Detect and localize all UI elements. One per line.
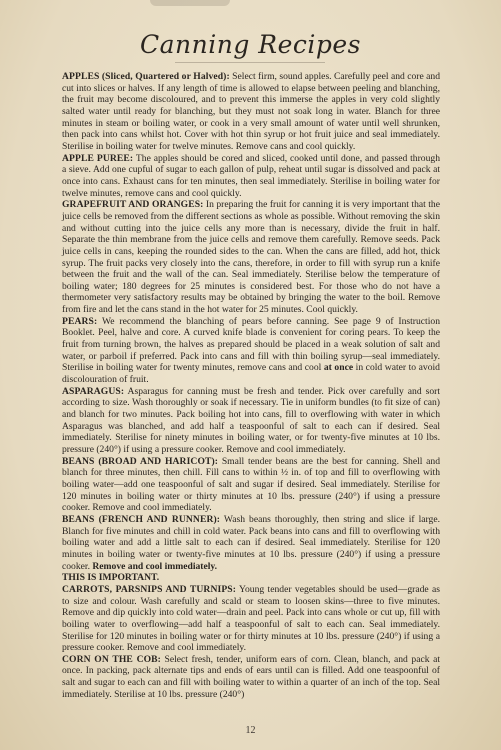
recipe-emphasis: Remove and cool immediately. <box>92 560 218 572</box>
recipe-apples <box>62 71 440 153</box>
recipe-beans-broad-haricot <box>62 456 440 514</box>
recipe-heading: CARROTS, PARSNIPS AND TURNIPS: <box>62 583 237 595</box>
recipe-text: In preparing the fruit for canning it is very important that the juice cells be removed from the different sections as whole as possible. Without removing the skin and without cutting into the juice cells any more than is necessary, divide the fruit in half. Separate the thin membrane from the juice cells and remove them carefully. Remove seeds. Pack juice cells in cans, keeping the rounded sides to the can. When the cans are filled, add hot, thick syrup. The fruit packs very closely into the cans, therefore, in order to fill with syrup run a knife between the fruit and the wall of the can. Seal immediately. Sterilise below the temperature of boiling water; 180 degrees for 25 minutes is considered best. For those who do not have a thermometer very satisfactory results may be obtained by bringing the water to the boil. Remove from fire and let the cans stand in the hot water for 25 minutes. Cool quickly. <box>62 199 440 316</box>
recipe-asparagus <box>62 386 440 456</box>
recipe-text: Select fresh, tender, uniform ears of corn. Clean, blanch, and pack at once. In packing, pack alternate tips and ends of ears until can is filled. Add one teaspoonful of salt and sugar to each can and fill with boiling water to within a quarter of an inch of the top. Seal immediately. Sterilise at 10 lbs. pressure (240°) <box>62 653 440 700</box>
recipe-heading: GRAPEFRUIT AND ORANGES: <box>62 199 204 211</box>
recipe-pears <box>62 316 440 386</box>
recipe-heading: PEARS: <box>62 315 98 327</box>
page-title: Canning Recipes <box>139 30 362 59</box>
recipe-grapefruit-oranges <box>62 199 440 316</box>
recipe-text: Young tender vegetables should be used—grade as to size and colour. Wash carefully and scald or steam to loosen skins—three to five minutes. Remove and dip quickly into cold water—drain and peel. Pack into cans whole or cut up, fill with boiling water to overflowing—add half a teaspoonful of salt to each can. Seal immediately. Sterilise for 120 minutes in boiling water or for thirty minutes at 10 lbs. pressure (240°) if using a pressure cooker. Remove and cool immediately. <box>62 583 440 654</box>
recipe-text: The apples should be cored and sliced, cooked until done, and passed through a sieve. Add one cupful of sugar to each gallon of pulp, reheat until sugar is dissolved and pack at once into cans. Exhaust cans for ten minutes, then seal immediately. Sterilise in boiling water for twelve minutes, remove cans and cool quickly. <box>62 152 440 199</box>
important-notice: THIS IS IMPORTANT. <box>62 572 160 584</box>
recipe-text: Select firm, sound apples. Carefully peel and core and cut into slices or halves. If any length of time is allowed to elapse between peeling and blanching, the fruit may become discoloured, and to prevent this immerse the apples in very cold slightly salted water until ready for blanching, but they must not soak long in water. Blanch for three minutes in steam or boiling water, or cook in a very small amount of water until well shrunken, then pack into cans whilst hot. Cover with hot thin syrup or hot fruit juice and seal immediately. Sterilise in boiling water for twelve minutes. Remove cans and cool quickly. <box>62 71 440 152</box>
recipe-heading: BEANS (FRENCH AND RUNNER): <box>62 513 221 525</box>
recipe-list <box>62 71 440 700</box>
recipe-carrots-parsnips-turnips <box>62 584 440 654</box>
title-underline <box>175 62 325 63</box>
recipe-corn-on-the-cob <box>62 654 440 701</box>
recipe-text: We recommend the blanching of pears before canning. See page 9 of Instruction Booklet. Peel, halve and core. A curved knife blade is convenient for coring pears. To keep the fruit from turning brown, the halves as prepared should be placed in a weak solution of salt and water, or parboil if preferred. Pack into cans and fill with thin boiling syrup—seal immediately. Sterilise in boiling water for twenty minutes, remove cans and cool <box>62 315 440 374</box>
recipe-apple-puree <box>62 153 440 200</box>
recipe-heading: APPLES (Sliced, Quartered or Halved): <box>62 71 230 82</box>
recipe-text-after: in cold water to avoid discolouration of fruit. <box>62 362 440 386</box>
recipe-heading: BEANS (BROAD AND HARICOT): <box>62 455 219 467</box>
recipe-text: Asparagus for canning must be fresh and tender. Pick over carefully and sort according to size. Wash thoroughly or soak if necessary. Tie in uniform bundles (to fit size of can) and blanch for two minutes. Pack boiling hot into cans, fill to overflowing with water in which Asparagus was blanched, and add half a teaspoonful of salt to each can if desired. Seal immediately. Sterilise for ninety minutes in boiling water, or for twenty-five minutes at 10 lbs. pressure (240°) if using a pressure cooker. Remove and cool immediately. <box>62 385 440 455</box>
recipe-heading: CORN ON THE COB: <box>62 653 161 665</box>
recipe-text: Small tender beans are the best for canning. Shell and blanch for three minutes, then chill. Fill cans to within ½ in. of top and fill to overflowing with boiling water—add one teaspoonful of salt and sugar if desired. Seal immediately. Sterilise for 120 minutes in boiling water or thirty minutes at 10 lbs. pressure (240°) if using a pressure cooker. Remove and cool immediately. <box>62 455 440 514</box>
recipe-text: Wash beans thoroughly, then string and slice if large. Blanch for five minutes and chill in cold water. Pack beans into cans and fill to overflowing with boiling water and add a little salt to each can if desired. Seal immediately. Sterilise for 120 minutes in boiling water or twenty-five minutes at 10 lbs. pressure (240°) if using a pressure cooker. <box>62 513 440 572</box>
recipe-heading: APPLE PUREE: <box>62 152 134 164</box>
recipe-beans-french-runner <box>62 514 440 572</box>
recipe-emphasis: at once <box>323 362 354 374</box>
recipe-heading: ASPARAGUS: <box>62 385 125 397</box>
paper-stain <box>150 0 230 6</box>
page-number: 12 <box>245 725 256 736</box>
